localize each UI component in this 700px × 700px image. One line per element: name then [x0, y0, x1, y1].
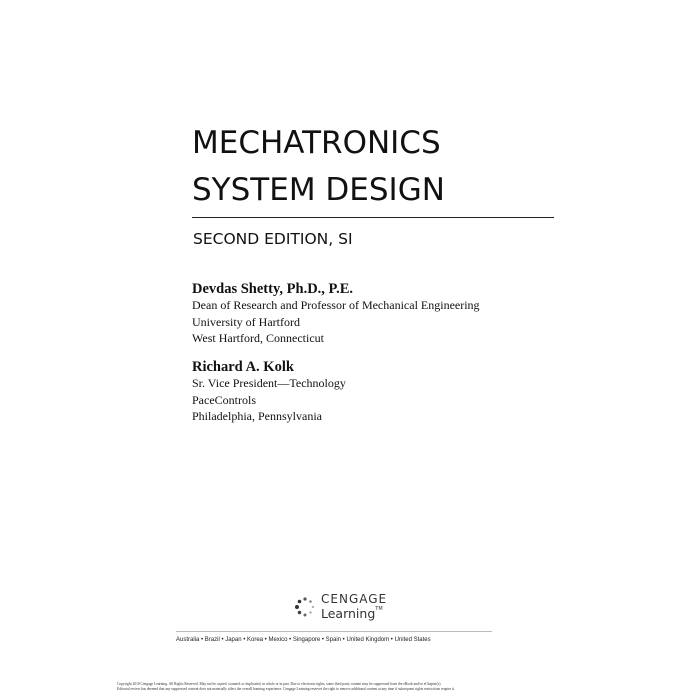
affiliation-line: Dean of Research and Professor of Mechanical Engineering — [192, 298, 480, 312]
logo-learning-text: Learning — [321, 606, 376, 621]
publisher-divider — [176, 631, 492, 632]
trademark-symbol: TM — [375, 606, 383, 612]
affiliation-line: Philadelphia, Pennsylvania — [192, 409, 322, 423]
title-line-1: MECHATRONICS — [192, 125, 441, 161]
edition-label: SECOND EDITION, SI — [193, 230, 353, 248]
copyright-line-1: Copyright 2010 Cengage Learning. All Rights Reserved. May not be copied, scanned, or duplicated, in whole or in part. Due to electronic rights, some third party content may be suppressed from the eBook and/or eChapter(s). — [117, 682, 442, 686]
affiliation-line: PaceControls — [192, 392, 256, 407]
cengage-logo — [293, 592, 413, 626]
copyright-line-2: Editorial review has deemed that any suppressed content does not materially affect the overall learning experience. Cengage Learning reserves the right to remove additional content at any time if subsequent rights restrictions require it. — [117, 687, 455, 691]
affiliation-line: West Hartford, Connecticut — [192, 331, 324, 345]
title-line-2: SYSTEM DESIGN — [192, 172, 445, 208]
publisher-countries: Australia • Brazil • Japan • Korea • Mexico • Singapore • Spain • United Kingdom • United States — [176, 637, 431, 643]
affiliation-line: University of Hartford — [192, 314, 300, 329]
author-affiliation-kolk — [192, 375, 346, 425]
affiliation-line: Sr. Vice President—Technology — [192, 376, 346, 390]
author-name-kolk: Richard A. Kolk — [192, 359, 294, 375]
title-divider — [192, 217, 554, 218]
logo-wordmark-cengage: CENGAGE — [321, 592, 388, 606]
cengage-dots-icon — [293, 595, 317, 619]
author-affiliation-shetty — [192, 297, 480, 347]
logo-wordmark-learning — [321, 606, 383, 621]
copyright-notice — [117, 682, 587, 692]
author-name-shetty: Devdas Shetty, Ph.D., P.E. — [192, 281, 354, 297]
